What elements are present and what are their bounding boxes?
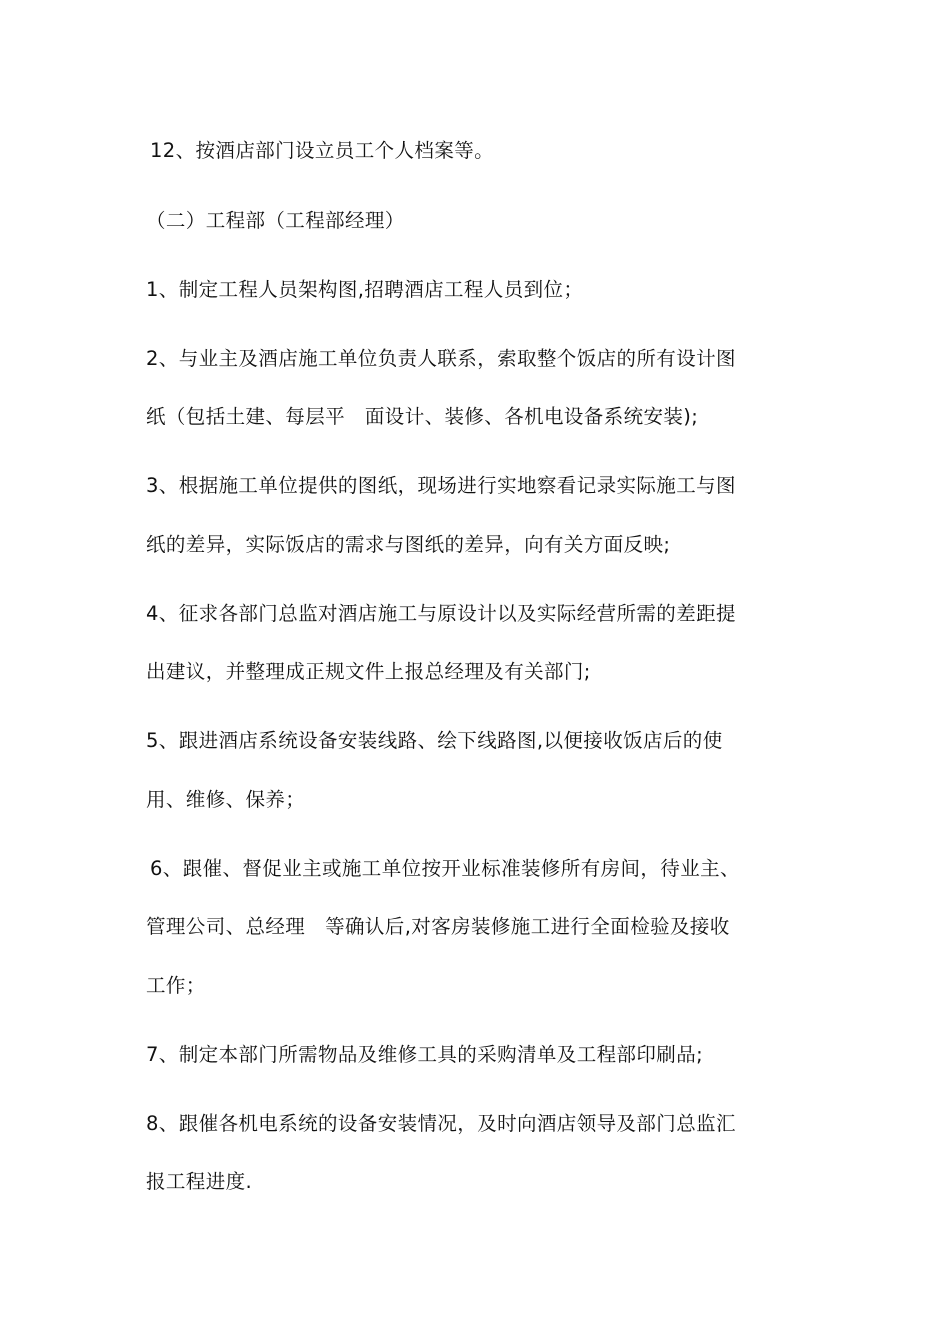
item-5-line-2: 用、维修、保养； xyxy=(146,788,306,811)
item-3-line-2: 纸的差异，实际饭店的需求与图纸的差异，向有关方面反映; xyxy=(146,533,671,556)
item-6-line-2: 管理公司、总经理 等确认后,对客房装修施工进行全面检验及接收 xyxy=(146,915,730,938)
section-heading-engineering: （二）工程部（工程部经理） xyxy=(146,209,405,232)
item-2-line-1: 2、与业主及酒店施工单位负责人联系，索取整个饭店的所有设计图 xyxy=(146,347,736,370)
item-8-line-1: 8、跟催各机电系统的设备安装情况，及时向酒店领导及部门总监汇 xyxy=(146,1112,736,1135)
item-1-line: 1、制定工程人员架构图,招聘酒店工程人员到位； xyxy=(146,278,584,301)
item-4-line-2: 出建议，并整理成正规文件上报总经理及有关部门; xyxy=(146,660,591,683)
item-6-line-3: 工作； xyxy=(146,974,206,997)
item-4-line-1: 4、征求各部门总监对酒店施工与原设计以及实际经营所需的差距提 xyxy=(146,602,736,625)
item-7-line: 7、制定本部门所需物品及维修工具的采购清单及工程部印刷品; xyxy=(146,1043,704,1066)
item-8-line-2: 报工程进度. xyxy=(146,1170,253,1193)
item-3-line-1: 3、根据施工单位提供的图纸，现场进行实地察看记录实际施工与图 xyxy=(146,474,736,497)
item-2-line-2: 纸（包括土建、每层平 面设计、装修、各机电设备系统安装); xyxy=(146,405,699,428)
item-6-line-1: 6、跟催、督促业主或施工单位按开业标准装修所有房间，待业主、 xyxy=(150,857,740,880)
item-12-line: 12、按酒店部门设立员工个人档案等。 xyxy=(150,139,495,162)
item-5-line-1: 5、跟进酒店系统设备安装线路、绘下线路图,以便接收饭店后的使 xyxy=(146,729,723,752)
